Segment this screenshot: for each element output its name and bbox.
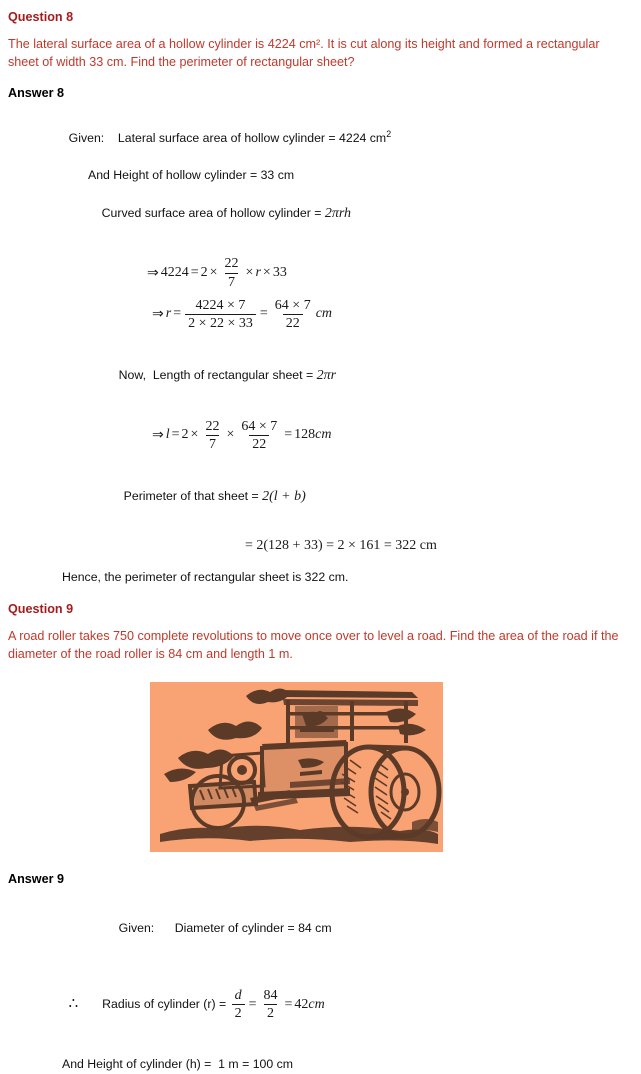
given-text-1: Lateral surface area of hollow cylinder = 4224 cm [117,131,387,146]
given-label: Given: [68,131,105,146]
answer-8-equation-4 [0,538,641,554]
radius-fraction-d-2 [232,988,245,1021]
eq4-expression: = 2(128 + 33) = 2 × 161 = 322 cm [245,537,437,553]
eq3-equals-1: = [171,427,180,443]
now-label: Now, Length of rectangular sheet = [118,368,317,383]
eq3-unit: cm [315,427,332,443]
answer-8-heading: Answer 8 [8,85,64,100]
eq3-two: 2 [181,427,189,443]
eq1-times-1: × [209,265,218,281]
eq1-frac-numerator: 22 [224,256,239,272]
question-9-heading: Question 9 [8,602,74,617]
radius-frac2-denominator: 2 [264,1004,277,1021]
eq1-fraction-22-7 [222,256,242,289]
eq3-times-1: × [190,427,199,443]
eq2-frac1-numerator: 4224 × 7 [195,297,246,313]
eq1-thirtythree: 33 [272,265,287,281]
csa-label: Curved surface area of hollow cylinder = [101,205,325,220]
eq1-variable-r: r [255,265,261,281]
question-8-body: The lateral surface area of a hollow cylinder is 4224 cm². It is cut along its height and formed a rectangular sheet of width 33 cm. Find the perimeter of rectangular sheet? [8,37,600,69]
implies-arrow: ⇒ [147,265,159,281]
eq3-result: 128 [294,427,316,443]
eq3-frac1-denominator: 7 [206,435,219,452]
eq2-frac2-denominator: 22 [283,314,303,331]
eq2-frac2-numerator: 64 × 7 [274,297,311,313]
radius-frac2-numerator: 84 [263,987,278,1003]
eq3-fraction-1 [202,419,222,452]
eq3-frac2-denominator: 22 [249,435,269,452]
radius-equals-2: = [284,996,293,1012]
answer-8-given-line-2: And Height of hollow cylinder = 33 cm [88,168,295,183]
eq1-times-2: × [245,265,254,281]
answer-8-equation-1 [0,256,641,289]
eq2-frac1-denominator: 2 × 22 × 33 [185,314,256,331]
eq1-frac-denominator: 7 [225,273,238,290]
given-exponent: 2 [386,129,392,140]
answer-9-given-line [0,900,641,955]
now-formula: 2πr [316,368,337,384]
eq3-frac1-numerator: 22 [205,418,220,434]
answer-8-given-line-3 [0,185,641,243]
road-roller-drawing [150,682,443,852]
perimeter-label: Perimeter of that sheet = [123,489,263,504]
eq1-equals: = [190,265,199,281]
perimeter-formula: 2(l + b) [262,489,306,505]
figure-container [0,682,641,852]
answer-8-equation-3 [0,419,641,452]
eq2-equals-2: = [259,306,268,322]
answer-9-radius-line [0,969,641,1039]
radius-unit: cm [308,996,325,1012]
answer-8-given-line-1 [0,110,641,166]
radius-label: Radius of cylinder (r) = [102,996,230,1011]
radius-frac1-denominator: 2 [232,1004,245,1021]
eq2-variable-r: r [165,306,172,322]
csa-formula: 2πrh [324,206,352,222]
eq2-equals-1: = [173,306,182,322]
answer-8-perimeter-line [0,468,641,526]
eq3-variable-l: l [165,427,170,443]
eq1-times-3: × [262,265,271,281]
radius-equals-1: = [248,996,257,1012]
question-9-body: A road roller takes 750 complete revolutions to move once over to level a road. Find the area of the road if the diameter of the road roller is 84 cm and length 1 m. [8,629,619,662]
therefore-symbol: ∴ [68,996,79,1013]
answer-9-given-label: Given: [118,920,155,935]
eq3-equals-2: = [284,427,293,443]
radius-frac1-numerator: d [234,987,242,1003]
eq3-times-2: × [226,427,235,443]
eq1-lhs: 4224 [160,265,189,281]
radius-fraction-84-2 [261,988,281,1021]
answer-9-heading: Answer 9 [8,872,64,887]
eq2-fraction-2 [272,298,314,331]
eq1-two: 2 [200,265,208,281]
answer-8-now-line [0,347,641,405]
road-roller-illustration [150,682,443,852]
eq2-unit: cm [315,306,333,322]
answer-9-given-text: Diameter of cylinder = 84 cm [174,920,332,935]
eq2-implies-arrow: ⇒ [152,306,164,322]
answer-8-conclusion: Hence, the perimeter of rectangular sheet is 322 cm. [62,569,349,584]
eq3-implies-arrow: ⇒ [152,427,164,443]
answer-9-height-line: And Height of cylinder (h) = 1 m = 100 cm [62,1057,294,1072]
eq3-frac2-numerator: 64 × 7 [241,418,278,434]
question-8-heading: Question 8 [8,10,74,24]
roller-ink-shapes [160,689,439,845]
radius-result: 42 [294,996,309,1012]
answer-8-equation-2 [0,298,641,331]
eq2-fraction-1 [185,298,256,331]
eq3-fraction-2 [238,419,280,452]
